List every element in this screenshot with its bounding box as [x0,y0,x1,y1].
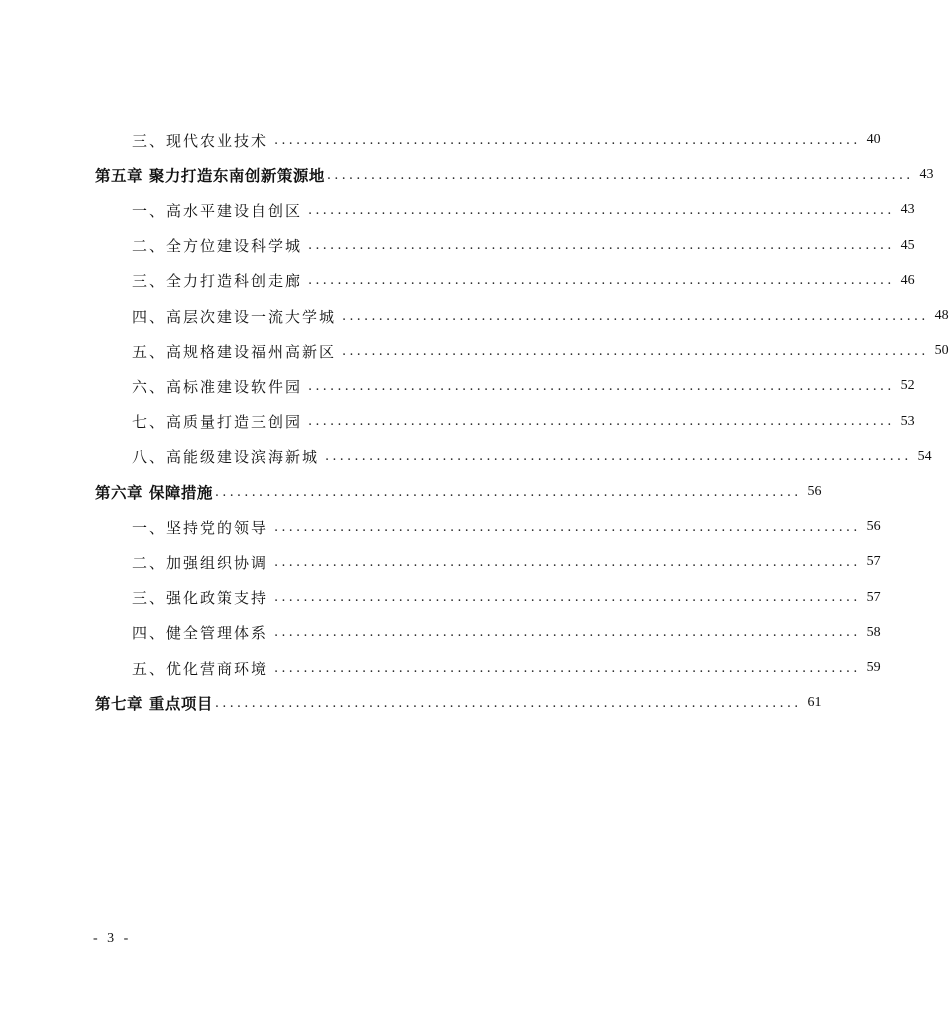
dot-leader: ................................................................................ [325,449,912,465]
toc-entry-label: 第六章 保障措施 [95,484,213,502]
toc-entry-page-number: 52 [900,378,915,394]
dot-leader: ................................................................................ [274,519,861,535]
toc-entry-label: 三、现代农业技术 [132,131,269,150]
toc-entry-page-number: 57 [866,554,881,570]
toc-entry-page-number: 43 [919,167,934,183]
toc-entry-page-number: 43 [900,202,915,218]
toc-entry-label: 一、高水平建设自创区 [132,201,303,220]
toc-section-entry[interactable] [132,268,915,294]
toc-chapter-entry[interactable] [95,690,822,716]
toc-entry-page-number: 61 [807,695,822,711]
toc-entry-page-number: 56 [866,519,881,535]
toc-entry-page-number: 50 [934,343,949,359]
toc-entry-page-number: 58 [866,624,881,640]
toc-entry-page-number: 46 [900,272,915,288]
toc-section-entry[interactable] [132,655,881,681]
dot-leader: ................................................................................ [342,308,929,324]
dot-leader: ................................................................................ [308,378,895,394]
toc-section-entry[interactable] [132,338,949,364]
dot-leader: ................................................................................ [308,273,895,289]
toc-section-entry[interactable] [132,620,881,646]
toc-section-entry[interactable] [132,127,881,153]
page-number-footer: - 3 - [93,931,132,946]
toc-entry-page-number: 48 [934,308,949,323]
toc-section-entry[interactable] [132,303,949,329]
toc-section-entry[interactable] [132,444,932,470]
toc-entry-label: 三、强化政策支持 [132,589,269,608]
toc-entry-label: 第七章 重点项目 [95,695,213,714]
toc-entry-label: 六、高标准建设软件园 [132,377,303,396]
toc-entry-page-number: 45 [900,237,915,253]
dot-leader: ................................................................................ [214,484,802,500]
toc-entry-label: 五、优化营商环境 [132,659,269,678]
toc-entry-page-number: 53 [900,413,915,429]
toc-entry-page-number: 56 [807,484,822,499]
toc-entry-label: 一、坚持党的领导 [132,518,269,537]
toc-entry-label: 五、高规格建设福州高新区 [132,342,337,361]
toc-entry-label: 三、全力打造科创走廊 [132,272,303,291]
toc-section-entry[interactable] [132,409,915,435]
toc-entry-page-number: 40 [866,132,881,147]
toc-entry-label: 八、高能级建设滨海新城 [132,448,320,467]
toc-section-entry[interactable] [132,373,915,399]
toc-entry-page-number: 54 [917,448,932,464]
toc-section-entry[interactable] [132,514,881,540]
toc-chapter-entry[interactable] [95,162,934,188]
toc-entry-label: 二、加强组织协调 [132,553,269,572]
toc-section-entry[interactable] [132,585,881,611]
dot-leader: ................................................................................ [308,238,895,254]
toc-entry-page-number: 59 [866,660,881,675]
toc-entry-label: 第五章 聚力打造东南创新策源地 [95,167,325,186]
dot-leader: ................................................................................ [342,343,929,359]
toc-section-entry[interactable] [132,197,915,223]
dot-leader: ................................................................................ [274,132,861,148]
dot-leader: ................................................................................ [274,554,861,570]
dot-leader: ................................................................................ [274,590,861,606]
toc-section-entry[interactable] [132,549,881,575]
toc-entry-label: 二、全方位建设科学城 [132,237,303,256]
toc-chapter-entry[interactable] [95,479,822,505]
toc-entry-page-number: 57 [866,589,881,605]
toc-entry-label: 四、健全管理体系 [132,624,269,643]
toc-entry-label: 七、高质量打造三创园 [132,413,303,432]
toc-section-entry[interactable] [132,233,915,259]
dot-leader: ................................................................................ [308,414,895,430]
dot-leader: ................................................................................ [274,660,861,676]
dot-leader: ................................................................................ [214,695,802,711]
toc-entry-label: 四、高层次建设一流大学城 [132,307,337,326]
dot-leader: ................................................................................ [308,202,895,218]
dot-leader: ................................................................................ [274,625,861,641]
dot-leader: ................................................................................ [326,167,914,183]
